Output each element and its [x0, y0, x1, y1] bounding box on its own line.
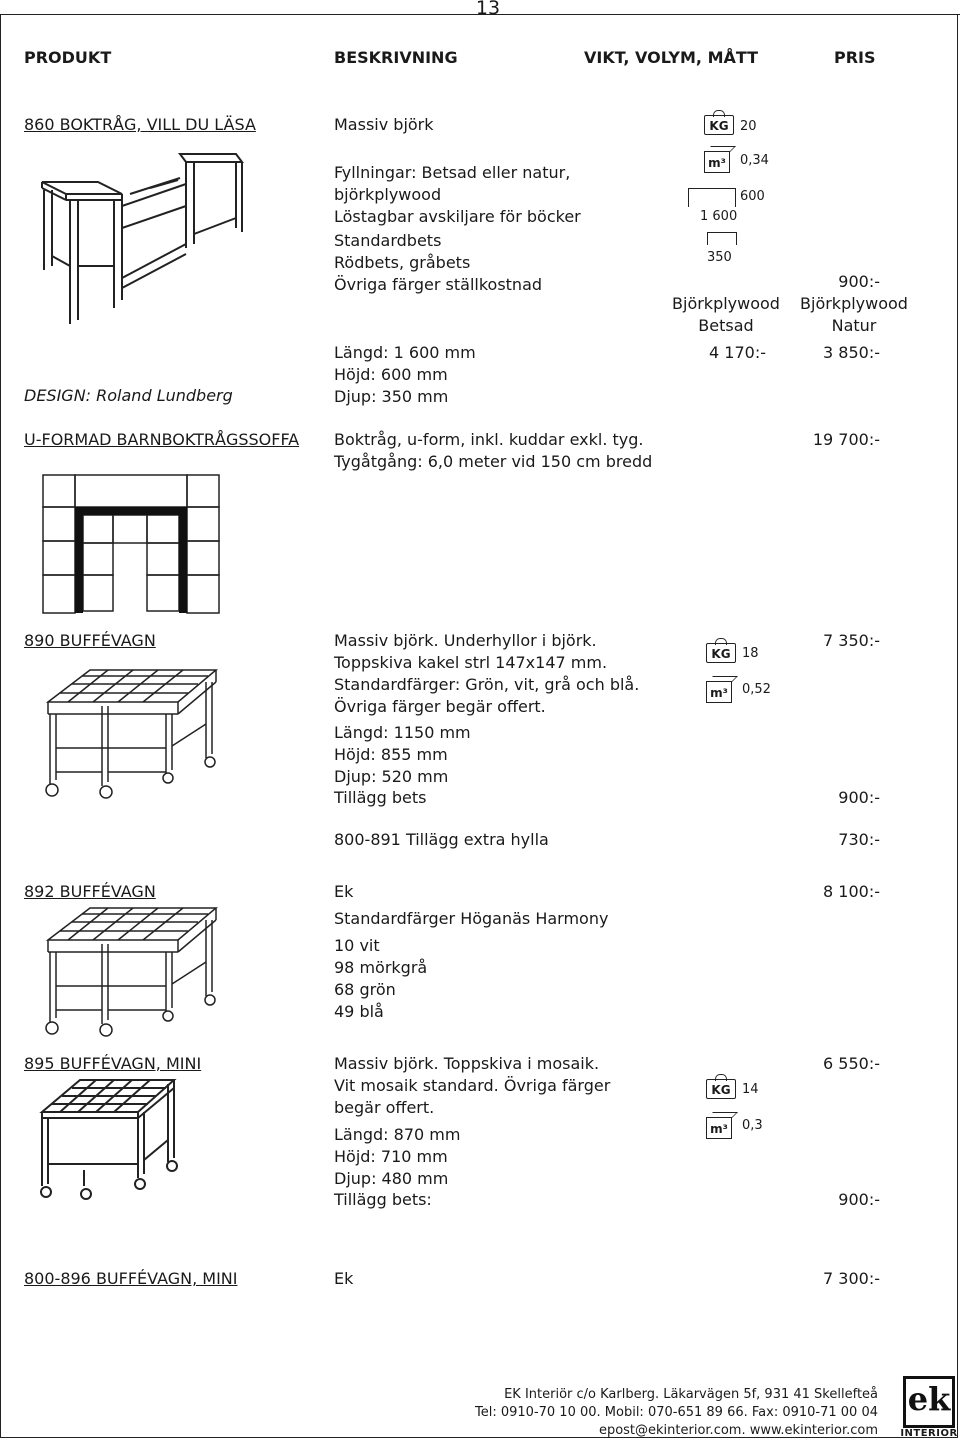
u-soffa-desc2: Tygåtgång: 6,0 meter vid 150 cm bredd	[334, 452, 653, 471]
bookcase-drawing	[30, 148, 260, 328]
product-890-extra: 800-891 Tillägg extra hylla	[334, 830, 549, 849]
product-895-price: 6 550:-	[823, 1054, 880, 1073]
product-892-price: 8 100:-	[823, 882, 880, 901]
product-890-m3: 0,52	[742, 682, 771, 697]
product-860-price2: 3 850:-	[823, 343, 880, 362]
footer-phone: Tel: 0910-70 10 00. Mobil: 070-651 89 66. Fax: 0910-71 00 04	[475, 1405, 878, 1420]
product-890-extra-price: 730:-	[838, 830, 880, 849]
product-890-name: 890 BUFFÉVAGN	[24, 631, 156, 650]
desc-line: Standardbets	[334, 231, 442, 250]
desc-line: Vit mosaik standard. Övriga färger	[334, 1076, 611, 1095]
header-produkt: PRODUKT	[24, 48, 112, 67]
product-860-col2-label2: Natur	[831, 316, 877, 335]
dim-line: Längd: 1150 mm	[334, 723, 471, 742]
color-item: 49 blå	[334, 1002, 384, 1021]
u-soffa-name: U-FORMAD BARNBOKTRÅGSSOFFA	[24, 430, 300, 449]
company-logo	[903, 1376, 955, 1428]
desc-line: begär offert.	[334, 1098, 435, 1117]
logo-label: INTERIÖR	[900, 1428, 958, 1439]
header-vikt: VIKT, VOLYM, MÅTT	[584, 48, 759, 67]
product-890-kg: 18	[742, 646, 759, 661]
dim-line: Höjd: 710 mm	[334, 1147, 448, 1166]
dim-line: Längd: 1 600 mm	[334, 343, 476, 362]
depth-box-icon	[707, 232, 737, 245]
buffet-cart-drawing	[38, 900, 228, 1040]
weight-icon: KG	[706, 1079, 736, 1099]
product-860-col2-label1: Björkplywood	[800, 294, 908, 313]
product-860-dim-350: 350	[707, 250, 732, 265]
product-860-kg: 20	[740, 119, 757, 134]
product-860-price1: 4 170:-	[709, 343, 766, 362]
u-sofa-drawing	[42, 474, 222, 616]
product-896-price: 7 300:-	[823, 1269, 880, 1288]
desc-line: Övriga färger begär offert.	[334, 697, 546, 716]
product-860-name: 860 BOKTRÅG, VILL DU LÄSA	[24, 115, 256, 134]
header-pris: PRIS	[834, 48, 876, 67]
product-860-dim-1600: 1 600	[700, 209, 738, 224]
dim-line: Djup: 520 mm	[334, 767, 449, 786]
dimension-box-icon	[688, 188, 736, 207]
dim-line: Höjd: 855 mm	[334, 745, 448, 764]
product-860-m3: 0,34	[740, 153, 769, 168]
dim-line: Längd: 870 mm	[334, 1125, 461, 1144]
dim-line: Höjd: 600 mm	[334, 365, 448, 384]
product-895-name: 895 BUFFÉVAGN, MINI	[24, 1054, 202, 1073]
product-895-desc-lines	[334, 1053, 610, 1119]
product-860-design: DESIGN: Roland Lundberg	[24, 386, 233, 405]
desc-line: Rödbets, gråbets	[334, 253, 471, 272]
product-896-name: 800-896 BUFFÉVAGN, MINI	[24, 1269, 238, 1288]
buffet-cart-drawing	[38, 662, 228, 802]
footer-email-web: epost@ekinterior.com. www.ekinterior.com	[598, 1423, 878, 1438]
desc-line: Övriga färger ställkostnad	[334, 275, 543, 294]
product-895-tillagg-price: 900:-	[838, 1190, 880, 1209]
desc-line: björkplywood	[334, 185, 442, 204]
color-item: 68 grön	[334, 980, 396, 999]
weight-icon: KG	[704, 115, 734, 135]
desc-line: Massiv björk. Underhyllor i björk.	[334, 631, 597, 650]
product-892-desc2: Standardfärger Höganäs Harmony	[334, 909, 609, 928]
product-860-extra-price: 900:-	[838, 272, 880, 291]
product-895-tillagg: Tillägg bets:	[334, 1190, 432, 1209]
product-890-tillagg-price: 900:-	[838, 788, 880, 807]
desc-line: Fyllningar: Betsad eller natur,	[334, 163, 571, 182]
volume-icon: m³	[704, 151, 730, 173]
product-860-desc1: Massiv björk	[334, 115, 434, 134]
mini-cart-drawing	[34, 1074, 184, 1204]
dim-line: Djup: 480 mm	[334, 1169, 449, 1188]
volume-icon: m³	[706, 1117, 732, 1139]
product-896-desc: Ek	[334, 1269, 354, 1288]
desc-line: Standardfärger: Grön, vit, grå och blå.	[334, 675, 640, 694]
color-item: 98 mörkgrå	[334, 958, 428, 977]
desc-line: Toppskiva kakel strl 147x147 mm.	[334, 653, 608, 672]
product-890-tillagg: Tillägg bets	[334, 788, 427, 807]
desc-line: Massiv björk. Toppskiva i mosaik.	[334, 1054, 600, 1073]
product-892-desc1: Ek	[334, 882, 354, 901]
product-895-dims	[334, 1124, 460, 1190]
dim-line: Djup: 350 mm	[334, 387, 449, 406]
u-soffa-desc1: Boktråg, u-form, inkl. kuddar exkl. tyg.	[334, 430, 644, 449]
volume-icon: m³	[706, 681, 732, 703]
product-890-desc-lines	[334, 630, 639, 718]
product-860-col1-label2: Betsad	[698, 316, 754, 335]
weight-icon: KG	[706, 643, 736, 663]
product-890-price: 7 350:-	[823, 631, 880, 650]
product-860-dim-600: 600	[740, 189, 765, 204]
product-860-col1-label1: Björkplywood	[672, 294, 780, 313]
product-860-dims	[334, 342, 476, 408]
page-number: 13	[475, 0, 501, 19]
header-beskrivning: BESKRIVNING	[334, 48, 458, 67]
product-895-m3: 0,3	[742, 1118, 763, 1133]
desc-line: Löstagbar avskiljare för böcker	[334, 207, 581, 226]
product-895-kg: 14	[742, 1082, 759, 1097]
color-item: 10 vit	[334, 936, 380, 955]
product-892-name: 892 BUFFÉVAGN	[24, 882, 156, 901]
u-soffa-price: 19 700:-	[812, 430, 880, 449]
footer-address: EK Interiör c/o Karlberg. Läkarvägen 5f, 931 41 Skellefteå	[504, 1387, 878, 1402]
product-860-desc-lines	[334, 162, 581, 296]
product-890-dims	[334, 722, 471, 788]
logo-mark: ek	[907, 1380, 951, 1418]
product-892-colors	[334, 935, 427, 1023]
